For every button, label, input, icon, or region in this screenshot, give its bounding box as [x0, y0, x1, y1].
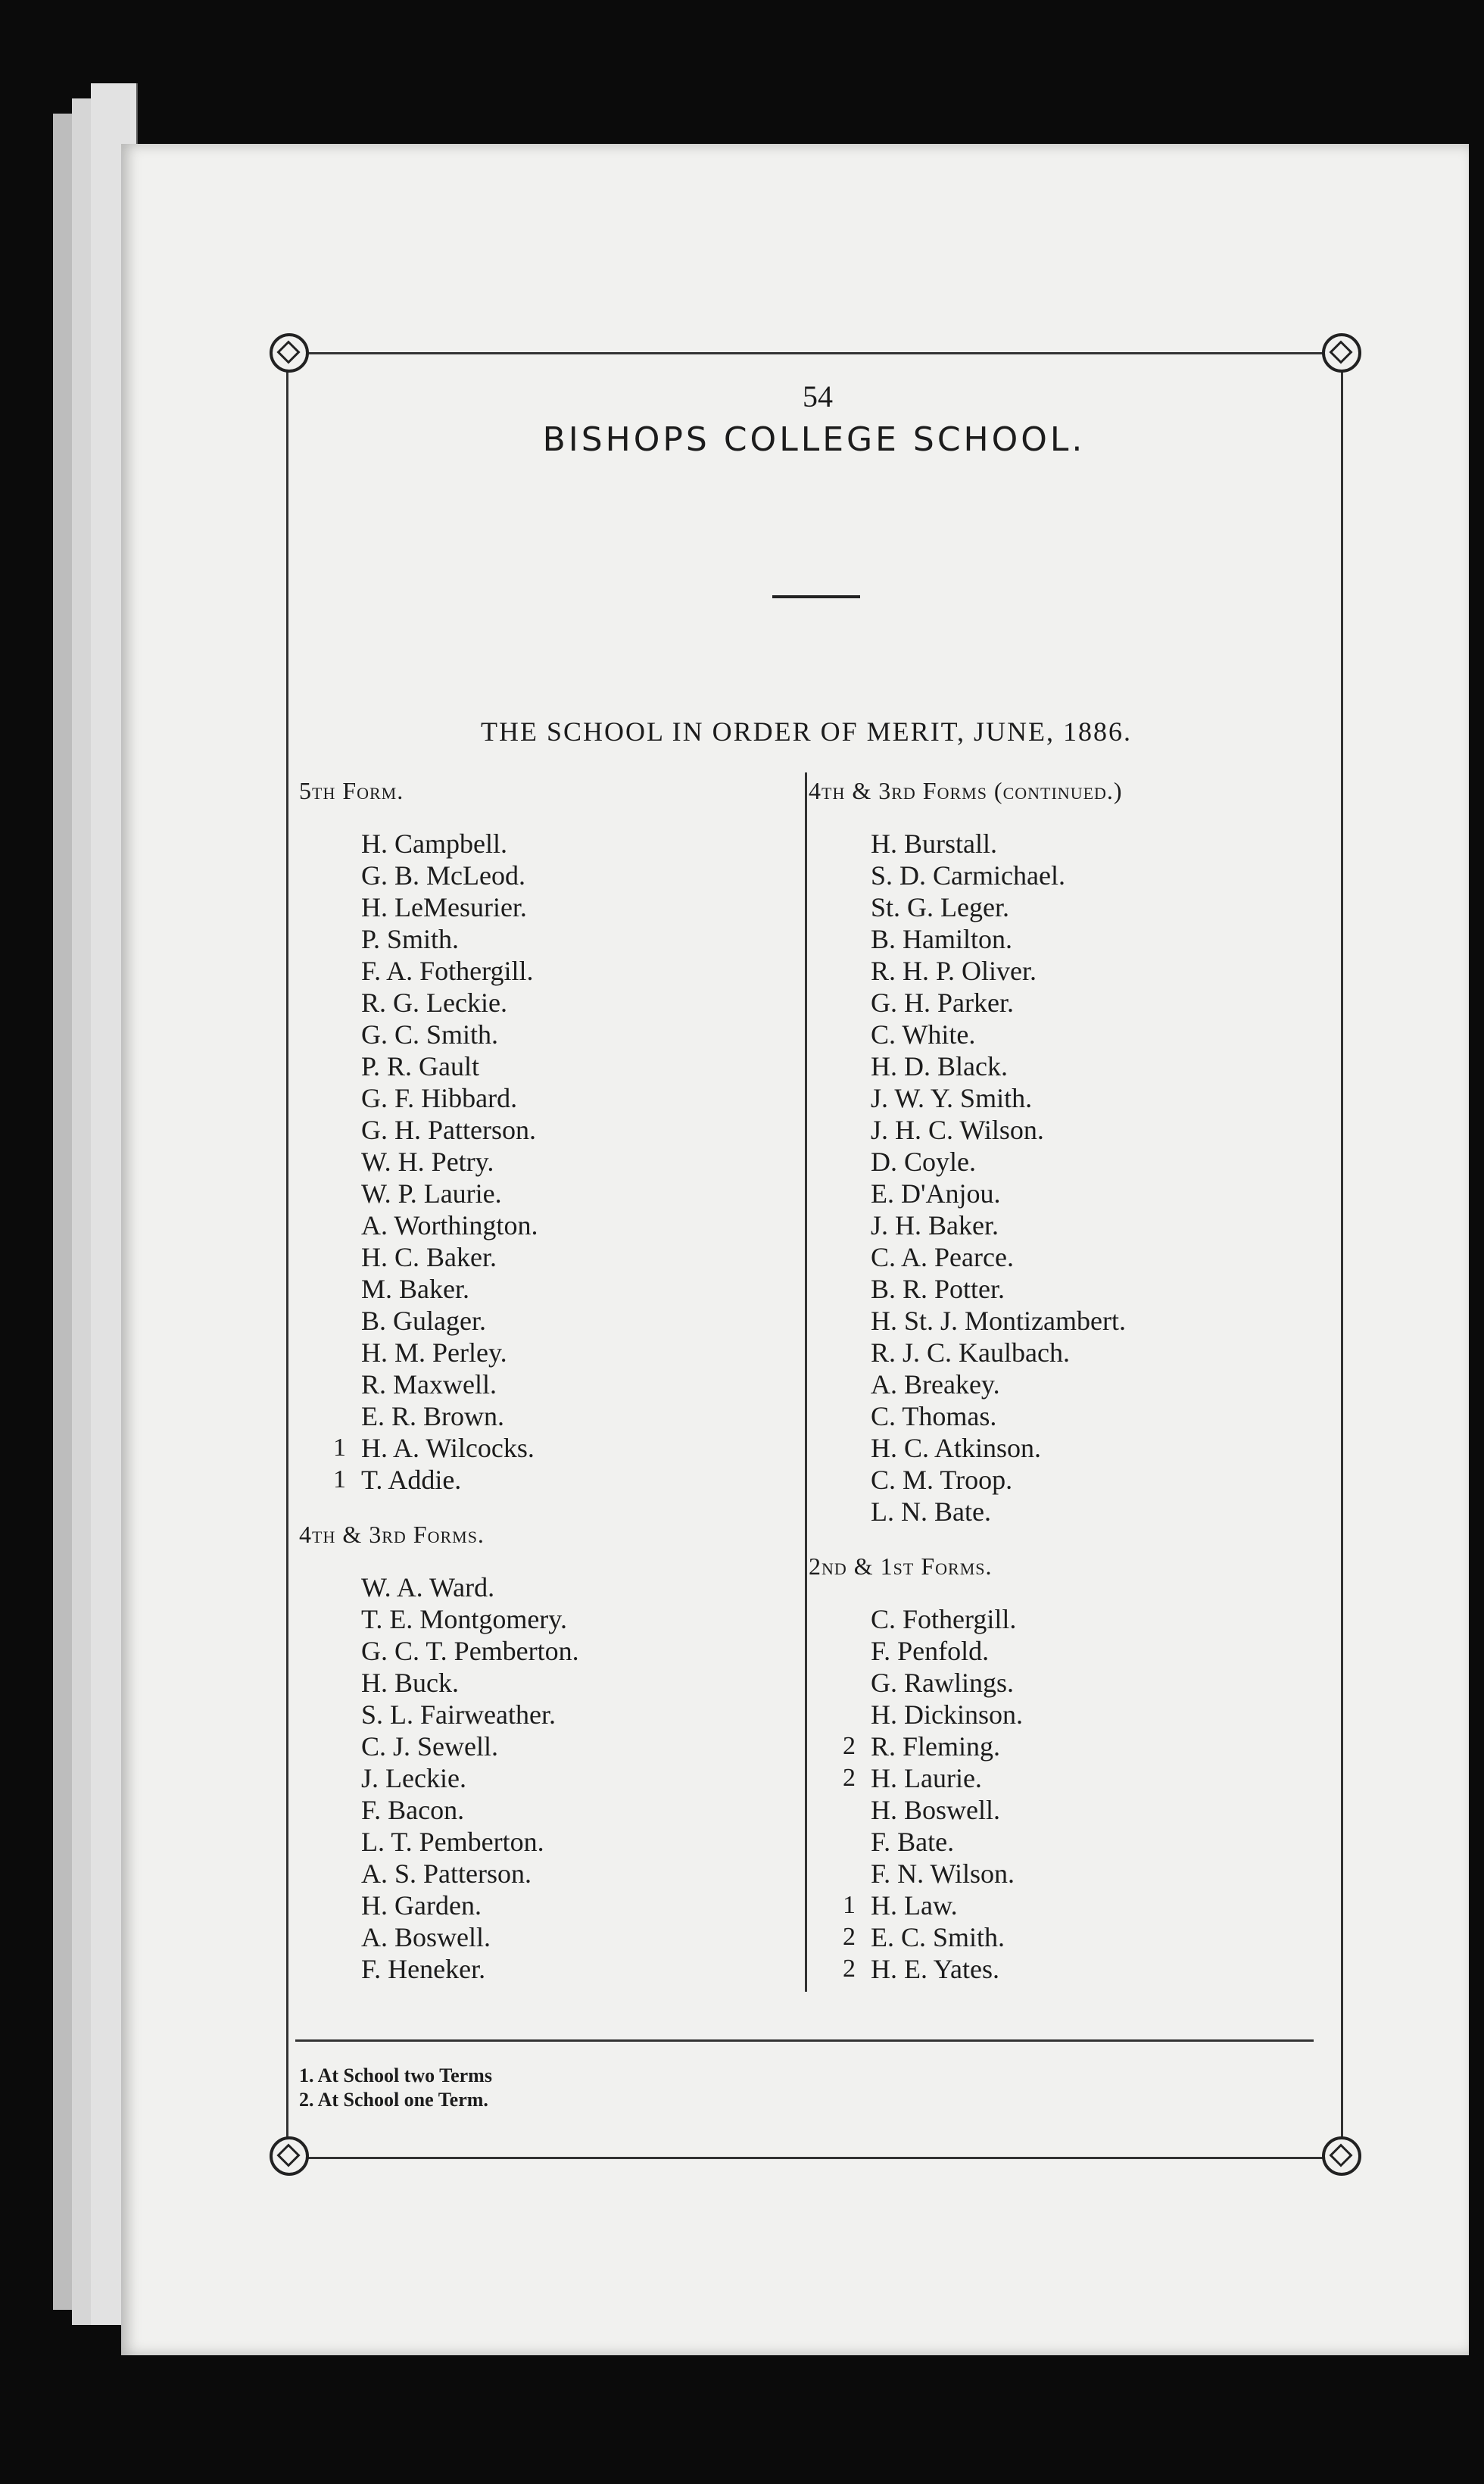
list-item: [299, 1603, 791, 1635]
list-item: [809, 1496, 1278, 1528]
list-item: [299, 1464, 791, 1496]
list-item: [809, 1890, 1278, 1921]
list-item: [809, 1603, 1278, 1635]
list-item: [299, 1699, 791, 1730]
student-name: R. J. C. Kaulbach.: [871, 1337, 1070, 1368]
corner-ornament-icon: [1322, 333, 1361, 373]
student-name: B. Hamilton.: [871, 924, 1012, 954]
student-name: C. J. Sewell.: [361, 1731, 499, 1762]
list-item: [809, 1635, 1278, 1667]
student-name: E. R. Brown.: [361, 1401, 504, 1431]
student-name: G. C. Smith.: [361, 1019, 499, 1050]
student-name: J. H. C. Wilson.: [871, 1115, 1044, 1145]
list-item: [809, 1464, 1278, 1496]
student-name: T. E. Montgomery.: [361, 1604, 567, 1634]
list-item: [299, 1400, 791, 1432]
list-item: [299, 1146, 791, 1178]
student-name: G. F. Hibbard.: [361, 1083, 518, 1113]
student-name: B. R. Potter.: [871, 1274, 1005, 1304]
list-item: [809, 1241, 1278, 1273]
student-name: H. Laurie.: [871, 1763, 982, 1793]
footnote-marker: 2: [843, 1923, 856, 1951]
student-name: H. Campbell.: [361, 829, 507, 859]
list-item: [809, 1209, 1278, 1241]
student-name: H. D. Black.: [871, 1051, 1008, 1081]
list-item: [299, 1337, 791, 1368]
list-item: [809, 1826, 1278, 1858]
student-name: E. D'Anjou.: [871, 1178, 1001, 1209]
student-name: H. C. Atkinson.: [871, 1433, 1042, 1463]
section-title-4th-3rd-continued: 4th & 3rd Forms (continued.): [809, 777, 1123, 804]
list-item: [299, 891, 791, 923]
footnote-rule: [295, 2039, 1314, 2042]
student-name: H. A. Wilcocks.: [361, 1433, 535, 1463]
list-item: [809, 1953, 1278, 1985]
student-name: P. Smith.: [361, 924, 460, 954]
student-name: St. G. Leger.: [871, 892, 1009, 922]
list-item: [809, 1178, 1278, 1209]
list-item: [299, 987, 791, 1019]
footnote-marker: 1: [843, 1891, 856, 1919]
list-item: [809, 1146, 1278, 1178]
list-item: [809, 1305, 1278, 1337]
student-name: J. H. Baker.: [871, 1210, 999, 1240]
student-name: H. Law.: [871, 1890, 958, 1921]
list-item: [809, 923, 1278, 955]
student-name: G. B. McLeod.: [361, 860, 525, 891]
student-name: D. Coyle.: [871, 1147, 976, 1177]
list-item: [299, 828, 791, 860]
footnote: 1. At School two Terms: [299, 2064, 492, 2086]
student-name: M. Baker.: [361, 1274, 469, 1304]
student-name: C. White.: [871, 1019, 976, 1050]
student-name: R. Maxwell.: [361, 1369, 497, 1400]
list-item: [809, 1114, 1278, 1146]
student-name: W. H. Petry.: [361, 1147, 494, 1177]
list-item: [809, 891, 1278, 923]
footnote-marker: 2: [843, 1764, 856, 1792]
list-item: [299, 1571, 791, 1603]
student-name: G. Rawlings.: [871, 1668, 1014, 1698]
list-item: [299, 1730, 791, 1762]
student-name: J. Leckie.: [361, 1763, 466, 1793]
list-item: [299, 1890, 791, 1921]
student-name: F. A. Fothergill.: [361, 956, 534, 986]
student-name: R. Fleming.: [871, 1731, 1001, 1762]
list-item: [299, 1432, 791, 1464]
title-rule: [772, 595, 860, 598]
section-title-4th-3rd-forms: 4th & 3rd Forms.: [299, 1521, 485, 1548]
student-name: R. G. Leckie.: [361, 988, 507, 1018]
list-item: [809, 1730, 1278, 1762]
student-name: G. H. Patterson.: [361, 1115, 536, 1145]
list-item: [299, 1368, 791, 1400]
list-item: [299, 1019, 791, 1050]
list-item: [809, 1794, 1278, 1826]
student-name: F. Heneker.: [361, 1954, 486, 1984]
list-item: [809, 1699, 1278, 1730]
list-item: [299, 1921, 791, 1953]
list-item: [809, 1050, 1278, 1082]
student-name: H. Garden.: [361, 1890, 482, 1921]
corner-ornament-icon: [270, 333, 309, 373]
footnotes: [299, 2064, 492, 2112]
list-item: [299, 1241, 791, 1273]
list-item: [299, 1273, 791, 1305]
student-name: L. T. Pemberton.: [361, 1827, 544, 1857]
corner-ornament-icon: [270, 2136, 309, 2176]
student-name: P. R. Gault: [361, 1051, 480, 1081]
merit-list-heading: THE SCHOOL IN ORDER OF MERIT, JUNE, 1886.: [481, 716, 1132, 747]
student-name: H. E. Yates.: [871, 1954, 1000, 1984]
school-title: BISHOPS COLLEGE SCHOOL.: [542, 420, 1086, 459]
list-item: [809, 1762, 1278, 1794]
list-item: [809, 1432, 1278, 1464]
list-item: [299, 955, 791, 987]
student-name: W. A. Ward.: [361, 1572, 495, 1602]
student-name: C. Fothergill.: [871, 1604, 1017, 1634]
list-item: [809, 1019, 1278, 1050]
student-name: A. Worthington.: [361, 1210, 538, 1240]
student-name: C. Thomas.: [871, 1401, 997, 1431]
student-name: G. H. Parker.: [871, 988, 1014, 1018]
student-name: H. M. Perley.: [361, 1337, 507, 1368]
student-name: H. Buck.: [361, 1668, 459, 1698]
student-name: A. Boswell.: [361, 1922, 491, 1952]
student-name: G. C. T. Pemberton.: [361, 1636, 579, 1666]
list-item: [809, 1082, 1278, 1114]
column-divider: [805, 772, 807, 1992]
student-name: H. St. J. Montizambert.: [871, 1306, 1126, 1336]
student-name: L. N. Bate.: [871, 1496, 991, 1527]
footnote-marker: 1: [333, 1465, 346, 1493]
student-name: F. Bate.: [871, 1827, 955, 1857]
list-item: [809, 1921, 1278, 1953]
list-item: [299, 1178, 791, 1209]
section-title-2nd-1st-forms: 2nd & 1st Forms.: [809, 1552, 993, 1580]
list-item: [809, 860, 1278, 891]
section-title-5th-form: 5th Form.: [299, 777, 404, 804]
student-name: A. S. Patterson.: [361, 1858, 532, 1889]
list-item: [809, 1667, 1278, 1699]
student-name: S. L. Fairweather.: [361, 1699, 556, 1730]
list-item: [299, 1762, 791, 1794]
list-item: [299, 860, 791, 891]
student-name: A. Breakey.: [871, 1369, 1000, 1400]
student-name: F. Penfold.: [871, 1636, 990, 1666]
student-name: C. A. Pearce.: [871, 1242, 1014, 1272]
student-name: R. H. P. Oliver.: [871, 956, 1037, 986]
student-name: J. W. Y. Smith.: [871, 1083, 1033, 1113]
student-name: H. LeMesurier.: [361, 892, 527, 922]
student-name: H. Burstall.: [871, 829, 997, 859]
list-item: [299, 1635, 791, 1667]
list-item: [809, 1337, 1278, 1368]
name-list-5th-form: [299, 828, 791, 1496]
footnote-marker: 1: [333, 1434, 346, 1462]
list-item: [299, 1114, 791, 1146]
name-list-4th-3rd-continued: [809, 828, 1278, 1528]
student-name: F. Bacon.: [361, 1795, 465, 1825]
list-item: [299, 1826, 791, 1858]
student-name: H. Boswell.: [871, 1795, 1000, 1825]
list-item: [299, 1667, 791, 1699]
student-name: H. Dickinson.: [871, 1699, 1023, 1730]
student-name: S. D. Carmichael.: [871, 860, 1065, 891]
list-item: [299, 1050, 791, 1082]
list-item: [809, 987, 1278, 1019]
student-name: C. M. Troop.: [871, 1465, 1013, 1495]
list-item: [299, 1305, 791, 1337]
left-column: [299, 769, 791, 1985]
name-list-2nd-1st-forms: [809, 1603, 1278, 1985]
student-name: T. Addie.: [361, 1465, 462, 1495]
corner-ornament-icon: [1322, 2136, 1361, 2176]
list-item: [809, 1400, 1278, 1432]
list-item: [809, 1273, 1278, 1305]
footnote-marker: 2: [843, 1732, 856, 1760]
list-item: [809, 1858, 1278, 1890]
name-list-4th-3rd-forms: [299, 1571, 791, 1985]
student-name: B. Gulager.: [361, 1306, 486, 1336]
right-column: [809, 769, 1278, 1985]
student-name: F. N. Wilson.: [871, 1858, 1015, 1889]
list-item: [299, 1082, 791, 1114]
student-name: W. P. Laurie.: [361, 1178, 502, 1209]
list-item: [809, 1368, 1278, 1400]
page-number: 54: [803, 379, 833, 413]
list-item: [809, 955, 1278, 987]
list-item: [299, 1794, 791, 1826]
list-item: [809, 828, 1278, 860]
footnote-marker: 2: [843, 1955, 856, 1983]
list-item: [299, 1953, 791, 1985]
footnote: 2. At School one Term.: [299, 2089, 488, 2111]
list-item: [299, 1209, 791, 1241]
list-item: [299, 1858, 791, 1890]
student-name: H. C. Baker.: [361, 1242, 497, 1272]
list-item: [299, 923, 791, 955]
student-name: E. C. Smith.: [871, 1922, 1005, 1952]
